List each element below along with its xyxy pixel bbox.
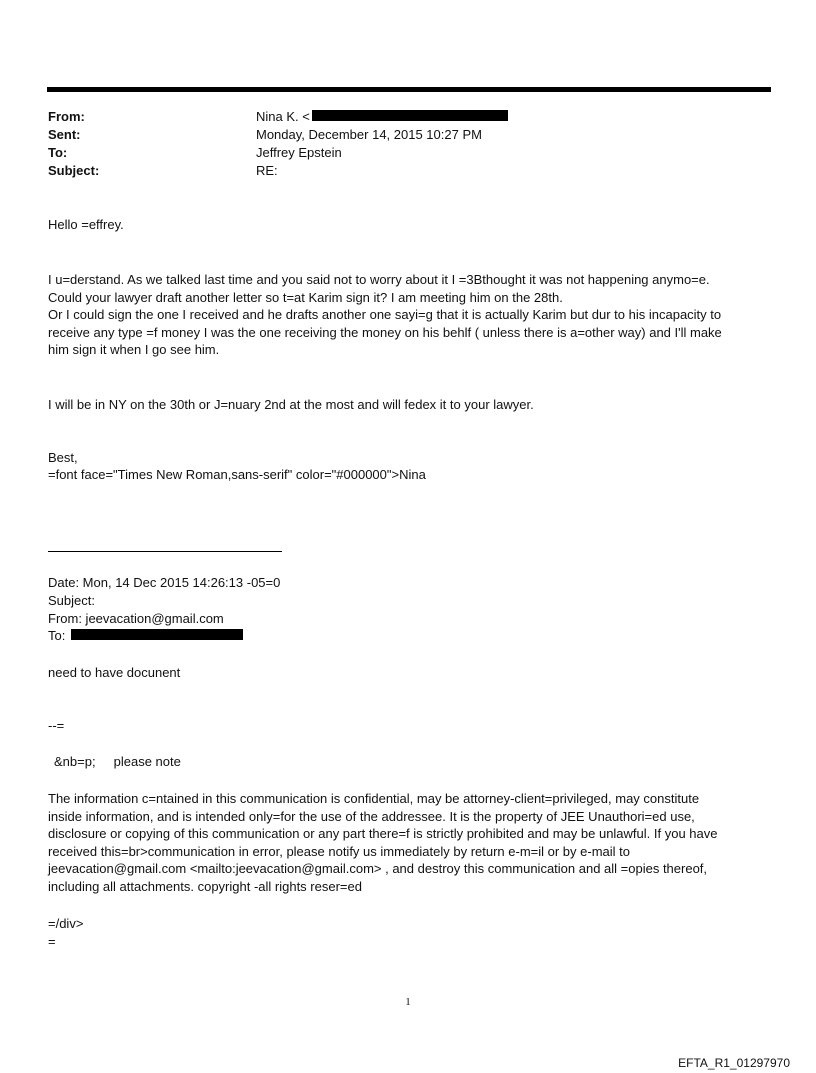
quoted-date: Date: Mon, 14 Dec 2015 14:26:13 -05=0 [48, 575, 281, 590]
paragraph-line: receive any type =f money I was the one receiving the money on his behlf ( unless there is a=other way) and I'll make [48, 324, 722, 340]
document-id: EFTA_R1_01297970 [678, 1056, 790, 1070]
to-value: Jeffrey Epstein [256, 145, 342, 160]
sent-label: Sent: [48, 127, 81, 142]
paragraph-line: Or I could sign the one I received and he drafts another one sayi=g that it is actually Karim but dur to his incapacity to [48, 307, 722, 322]
closing-div-tag: =/div> [48, 916, 84, 931]
from-row [48, 108, 768, 126]
redaction-bar [312, 110, 508, 121]
quoted-body: need to have docunent [48, 665, 181, 680]
disclaimer-line: jeevacation@gmail.com <mailto:jeevacation@gmail.com> , and destroy this communication and all =opies thereof, [48, 861, 708, 876]
disclaimer-line: The information c=ntained in this communication is confidential, may be attorney-client=privileged, may constitute [48, 791, 700, 806]
signature-separator: --= [48, 718, 65, 733]
quote-separator-rule [48, 551, 282, 552]
sent-row [48, 126, 768, 144]
disclaimer-line: disclosure or copying of this communication or any part there=f is strictly prohibited and may be unlawful. If you have [48, 826, 718, 841]
please-note: &nb=p; please note [54, 754, 181, 769]
to-label: To: [48, 145, 68, 160]
subject-row [48, 162, 768, 180]
subject-value: RE: [256, 163, 278, 178]
disclaimer-line: received this=br>communication in error, please notify us immediately by return e-m=il or by e-mail to [48, 843, 630, 859]
signature: =font face="Times New Roman,sans-serif" color="#000000">Nina [48, 467, 426, 482]
closing: Best, [48, 450, 78, 465]
subject-label: Subject: [48, 163, 100, 178]
paragraph-line: Could your lawyer draft another letter so t=at Karim sign it? I am meeting him on the 28th. [48, 289, 563, 305]
disclaimer-line: including all attachments. copyright -all rights reser=ed [48, 878, 362, 894]
email-header [48, 108, 768, 180]
paragraph-line: him sign it when I go see him. [48, 342, 220, 357]
disclaimer [48, 790, 768, 895]
message-paragraph-1 [48, 271, 768, 359]
quoted-to [48, 627, 243, 645]
message-paragraph-2: I will be in NY on the 30th or J=nuary 2nd at the most and will fedex it to your lawyer. [48, 397, 534, 412]
quoted-subject: Subject: [48, 593, 95, 608]
page-number: 1 [405, 996, 411, 1008]
greeting: Hello =effrey. [48, 217, 124, 232]
from-label: From: [48, 109, 85, 124]
from-name: Nina K. < [256, 109, 310, 124]
redaction-bar [71, 629, 243, 640]
quoted-from: From: jeevacation@gmail.com [48, 611, 224, 626]
header-rule [47, 87, 771, 92]
disclaimer-line: inside information, and is intended only=for the use of the addressee. It is the property of JEE Unauthori=ed use, [48, 808, 695, 824]
sent-value: Monday, December 14, 2015 10:27 PM [256, 127, 482, 142]
from-value [256, 108, 768, 126]
paragraph-line: I u=derstand. As we talked last time and you said not to worry about it I =3Bthought it was not happening anymo=e. [48, 272, 710, 287]
to-row [48, 144, 768, 162]
quoted-to-label: To: [48, 628, 69, 643]
trailing-equals: = [48, 934, 56, 949]
